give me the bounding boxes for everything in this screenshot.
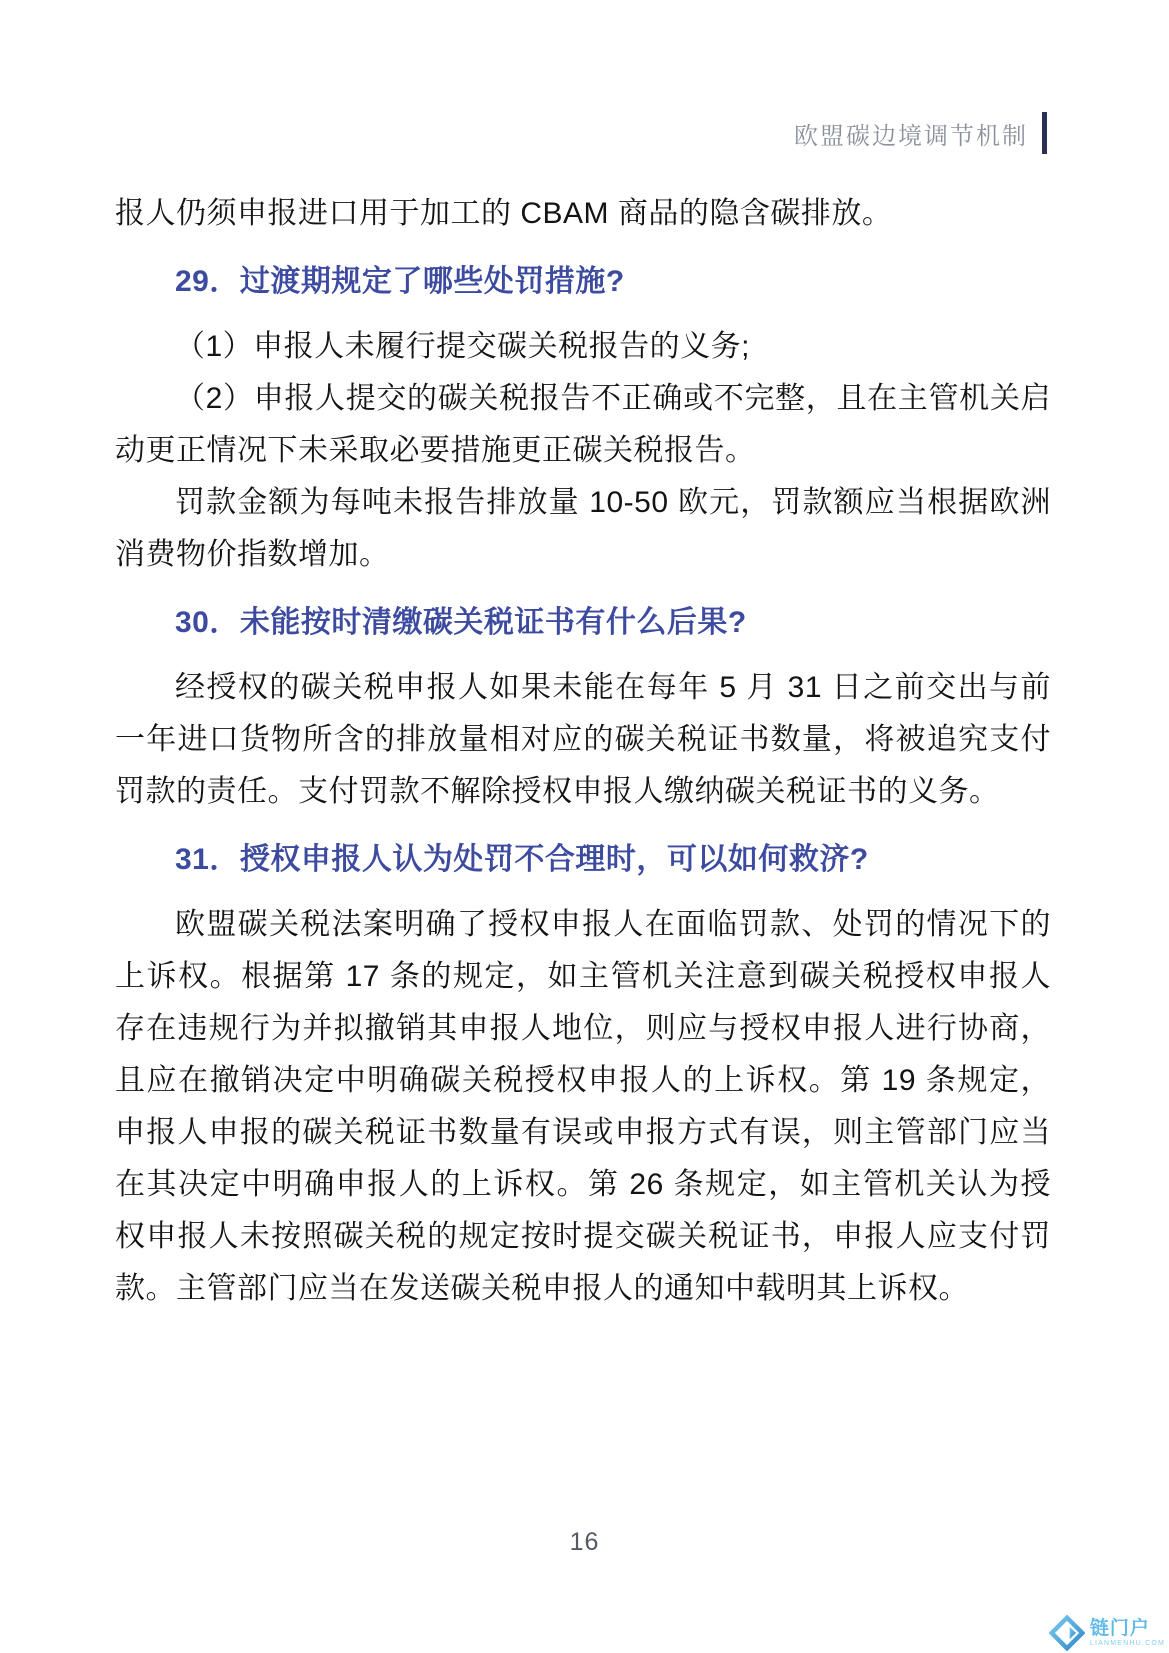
document-content xyxy=(115,188,1051,1315)
page-footer xyxy=(0,1528,1169,1557)
section-30-paragraph-1: 经授权的碳关税申报人如果未能在每年 5 月 31 日之前交出与前一年进口货物所含的排放量相对应的碳关税证书数量，将被追究支付罚款的责任。支付罚款不解除授权申报人缴纳碳关税证书的义务。 xyxy=(115,671,1051,808)
section-29-heading: 29．过渡期规定了哪些处罚措施? xyxy=(175,265,625,298)
header-title: 欧盟碳边境调节机制 xyxy=(794,122,1028,150)
page-header xyxy=(794,112,1047,154)
section-31-paragraph-1: 欧盟碳关税法案明确了授权申报人在面临罚款、处罚的情况下的上诉权。根据第 17 条的规定，如主管机关注意到碳关税授权申报人存在违规行为并拟撤销其申报人地位，则应与授权申报人进行协商，且应在撤销决定中明确碳关税授权申报人的上诉权。第 19 条规定，申报人申报的碳关税证书数量有误或申报方式有误，则主管部门应当在其决定中明确申报人的上诉权。第 26 条规定，如主管机关认为授权申报人未按照碳关税的规定按时提交碳关税证书，申报人应支付罚款。主管部门应当在发送碳关税申报人的通知中载明其上诉权。 xyxy=(115,908,1051,1305)
section-question-31 xyxy=(115,834,1051,1315)
section-29-paragraph-3: 罚款金额为每吨未报告排放量 10-50 欧元，罚款额应当根据欧洲消费物价指数增加。 xyxy=(115,486,1051,571)
lianmenhu-logo-icon xyxy=(1049,1615,1085,1651)
paragraph-continuation: 报人仍须申报进口用于加工的 CBAM 商品的隐含碳排放。 xyxy=(115,197,893,230)
watermark-url: LIANMENHU.COM xyxy=(1089,1640,1165,1647)
section-29-paragraph-1: （1）申报人未履行提交碳关税报告的义务; xyxy=(175,330,751,363)
header-bar-divider xyxy=(1042,112,1047,154)
section-30-heading: 30．未能按时清缴碳关税证书有什么后果? xyxy=(175,606,747,639)
page-number: 16 xyxy=(569,1528,600,1556)
section-question-30 xyxy=(115,597,1051,818)
watermark-name: 链门户 xyxy=(1089,1618,1150,1639)
watermark-text-group xyxy=(1090,1619,1165,1647)
section-question-29 xyxy=(115,256,1051,581)
section-29-paragraph-2: （2）申报人提交的碳关税报告不正确或不完整，且在主管机关启动更正情况下未采取必要措施更正碳关税报告。 xyxy=(115,382,1051,467)
watermark-logo xyxy=(1049,1615,1165,1651)
section-31-heading: 31．授权申报人认为处罚不合理时，可以如何救济? xyxy=(175,843,869,876)
